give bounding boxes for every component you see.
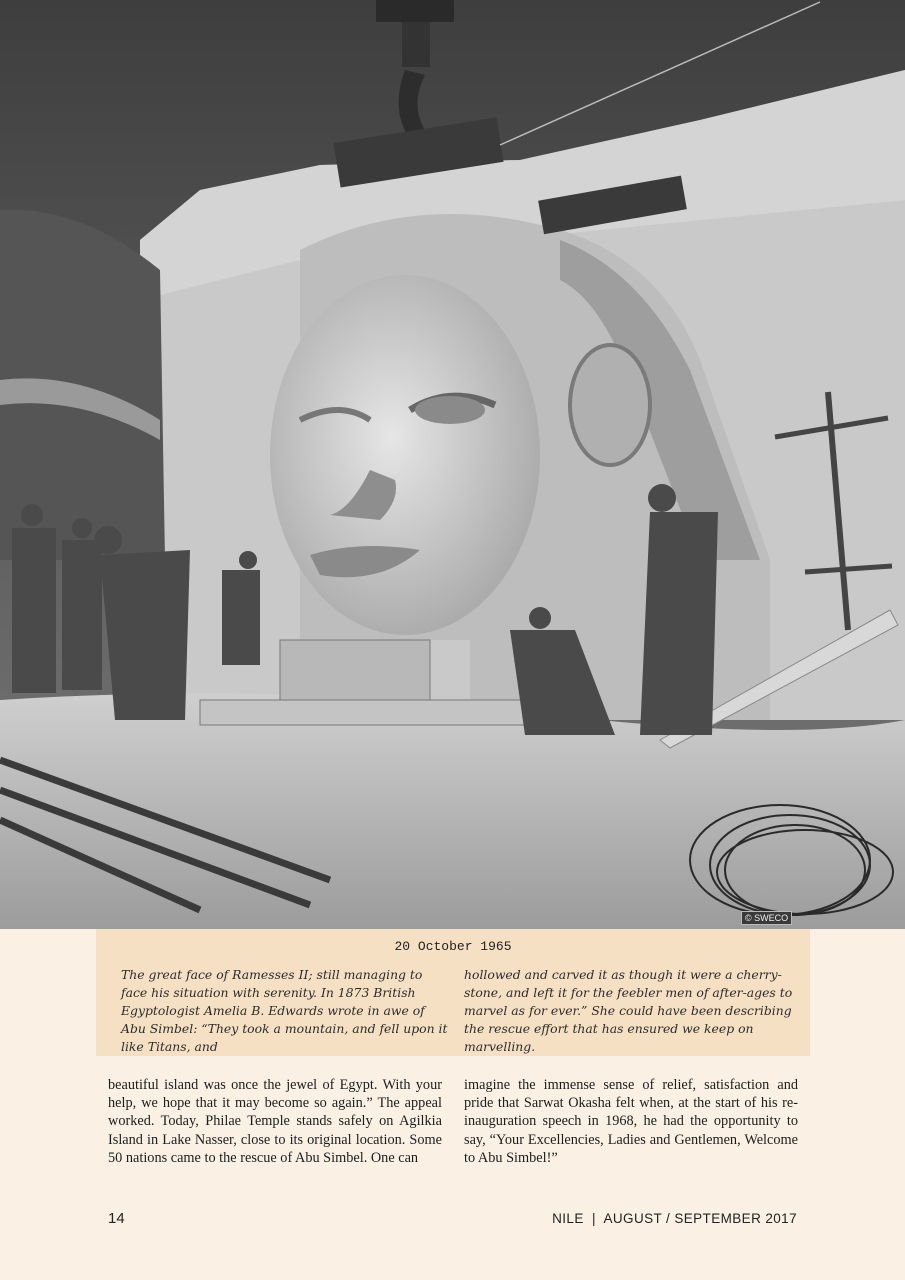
publication-footer: NILE | AUGUST / SEPTEMBER 2017	[552, 1211, 797, 1226]
photo-credit: © SWECO	[741, 911, 792, 925]
body-text-left-column: beautiful island was once the jewel of Egypt. With your help, we hope that it may become so again.” The appeal worked. Today, Philae Temple stands safely on Agilkia Island in Lake Nasser, close to its original location. Some 50 nations came to the rescue of Abu Simbel. One can	[108, 1077, 442, 1166]
photo-caption	[96, 929, 810, 1056]
page-number: 14	[108, 1210, 125, 1227]
body-text-right-column: imagine the immense sense of relief, satisfaction and pride that Sarwat Okasha felt when, at the start of his re-inauguration speech in 1968, he had the opportunity to say, “Your Excellencies, Ladies and Gentlemen, Welcome to Abu Simbel!”	[464, 1077, 798, 1166]
caption-date: 20 October 1965	[394, 939, 512, 954]
caption-text-right: hollowed and carved it as though it were a cherry-stone, and left it for the feebler men of after-ages to marvel as for ever.” She could have been describing the rescue effort that has ensured we keep on marvelling.	[464, 967, 793, 1054]
caption-text-left: The great face of Ramesses II; still managing to face his situation with serenity. In 1873 British Egyptologist Amelia B. Edwards wrote in awe of Abu Simbel: “They took a mountain, and fell upon it like Titans, and	[121, 967, 448, 1054]
